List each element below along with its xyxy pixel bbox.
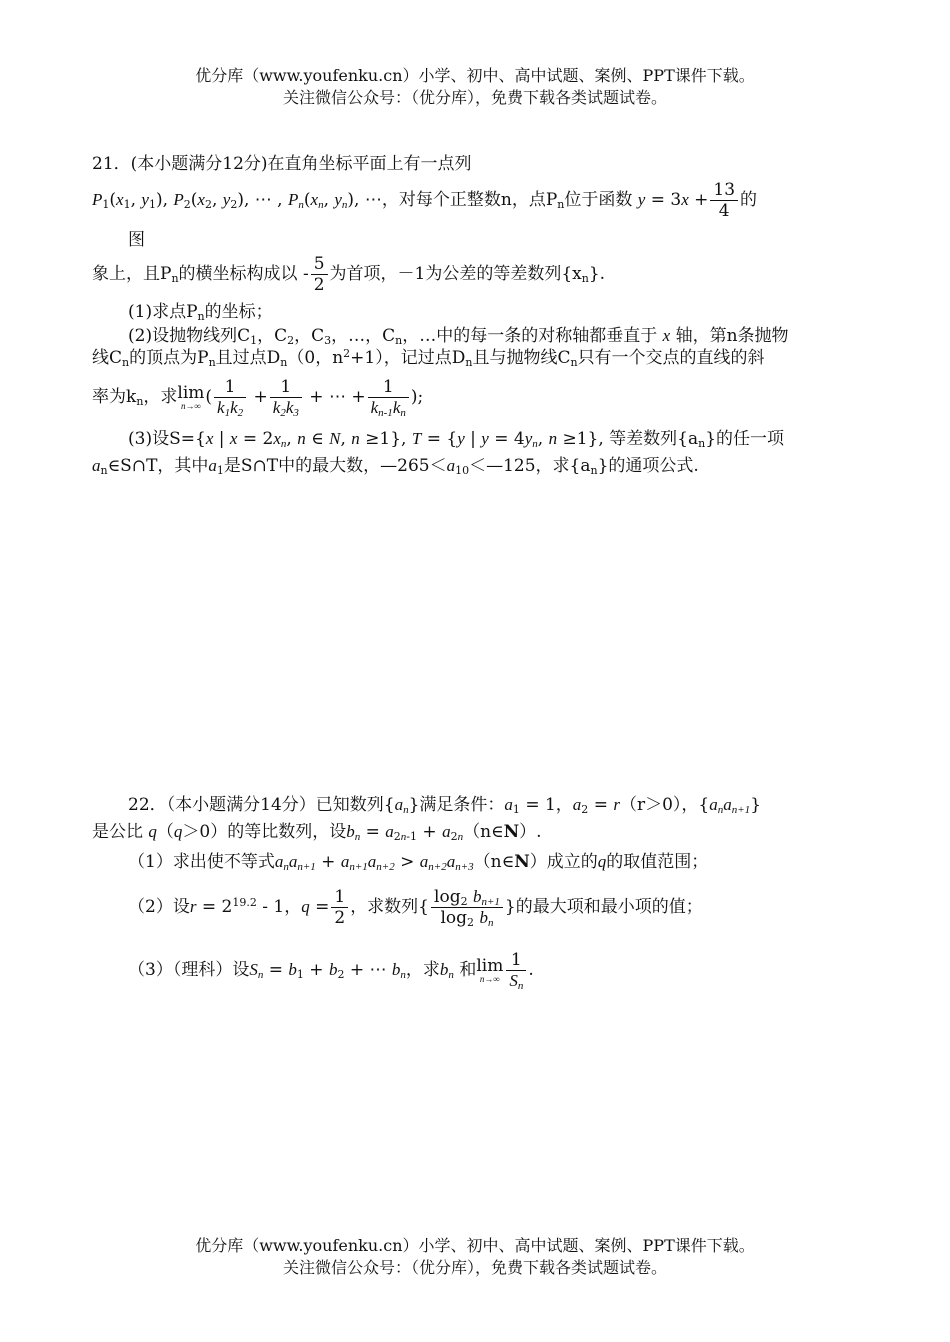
q22-part-1: （1）求出使不等式$a_na_{n+1} + a_{n+1}a_{n+2}$ > $a_{n+2}a_{n+3}(n\in N)$成立的q的取值范围； [128,852,709,873]
footer-line-1: 优分库（www.youfenku.cn）小学、初中、高中试题、案例、PPT课件下载。 [195,1236,755,1255]
q21-point-sequence: $P_1(x_1$, $y_1$), $P_2(x_2$, $y_2$), ⋯ , $P_n(x_n$, $y_n$), ⋯，对每个正整数n，点$P_n$位于函数 y = 3x + $\frac{13}{4}$ 的 [92,180,758,221]
q21-part-1: (1)求点$P_n$的坐标； [128,302,273,323]
q21-line-4: 象上，且$P_n$的横坐标构成以 - $\frac{5}{2}$ 为首项，－1为公差的等差数列$\{x_n\}$. [92,254,606,295]
q21-title: 21．(本小题满分12分)在直角坐标平面上有一点列 [92,154,472,174]
q21-line-3: 图 [128,230,145,250]
q21-part-3-line-2: $a_n\in S\cap T$，其中$a_1$是S∩T中的最大数，$—265<a_{10}<—125$，求$\{a_n\}$的通项公式. [92,456,699,477]
q22-title: 22．（本小题满分14分）已知数列$\{a_n\}$满足条件：$a_1 = 1$，$a_2 = r(r>0)$，$\{a_na_{n+1}\}$ [128,795,762,816]
q21-part-2-line-3: 率为$k_n$，求 lim n→∞ ( $\frac{1}{k_1k_2}$ + $\frac{1}{k_2k_3}$ + ⋯ + $\frac{1}{k_{n-1}k_n}$ ); [92,377,424,419]
footer-line-2: 关注微信公众号：（优分库），免费下载各类试题试卷。 [282,1258,667,1277]
q21-part-2-line-1: (2)设抛物线列$C_1$，$C_2$，$C_3$，…，$C_n$，…中的每一条的对称轴都垂直于 x 轴，第n条抛物 [128,326,789,347]
q22-line-2: 是公比 q（q＞0）的等比数列，设$b_n = a_{2n-1}$ + $a_{2n}(n\in N)$. [92,822,542,843]
q21-part-2-line-2: 线$C_n$的顶点为$P_n$且过点$D_n(0$，$n^2+1$），记过点$D_n$且与抛物线$C_n$只有一个交点的直线的斜 [92,347,765,369]
header-line-1: 优分库（www.youfenku.cn）小学、初中、高中试题、案例、PPT课件下载。 [195,66,755,85]
q22-part-2: （2）设$r = 2^{19.2} - 1$，q = $\frac{1}{2}$ ，求数列{ $\frac{\log_2 b_{n+1}}{\log_2 b_n}$ }的最大项和最小项的值； [128,887,703,929]
q21-part-3-line-1: (3)设S={x | $x = 2x_n$, n ∈ N, n ≥1}, T = {y | $y = 4y_n$, n ≥1}, 等差数列$\{a_n\}$的任一项 [128,429,785,450]
header-line-2: 关注微信公众号：（优分库），免费下载各类试题试卷。 [282,88,667,107]
q22-part-3: （3）（理科）设$S_n = b_1 + b_2$ + ⋯ $b_n$，求$b_n$ 和 lim n→∞ $\frac{1}{S_n}$ . [128,950,534,992]
